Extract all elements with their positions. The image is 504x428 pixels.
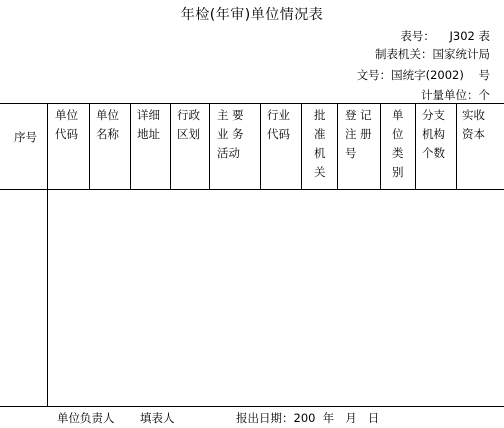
issuing-authority: 制表机关：国家统计局 <box>375 47 490 61</box>
header-address: 详细 地址 <box>137 108 160 141</box>
header-seq-no: 序号 <box>14 130 37 144</box>
document-number: 文号：国统字(2002) 号 <box>356 68 490 82</box>
form-number: 表号： J302 表 <box>400 29 490 43</box>
header-registration-no: 登 记 注 册 号 <box>345 108 372 160</box>
header-unit-name: 单位 名称 <box>96 108 119 141</box>
form-title: 年检(年审)单位情况表 <box>180 7 324 23</box>
header-unit-type: 单 位 类 别 <box>392 108 404 179</box>
header-branch-count: 分支 机构 个数 <box>422 108 445 160</box>
footer-form-filler: 填表人 <box>140 411 175 425</box>
header-main-activity: 主 要 业 务 活动 <box>217 108 244 160</box>
header-admin-division: 行政 区划 <box>177 108 200 141</box>
header-approval-authority: 批 准 机 关 <box>314 108 326 179</box>
header-industry-code: 行业 代码 <box>267 108 290 141</box>
header-paid-in-capital: 实收 资本 <box>462 108 485 141</box>
header-unit-code: 单位 代码 <box>55 108 78 141</box>
measurement-unit: 计量单位：个 <box>421 88 490 102</box>
footer-report-date: 报出日期：200 年 月 日 <box>236 411 380 425</box>
footer-unit-head: 单位负责人 <box>57 411 115 425</box>
